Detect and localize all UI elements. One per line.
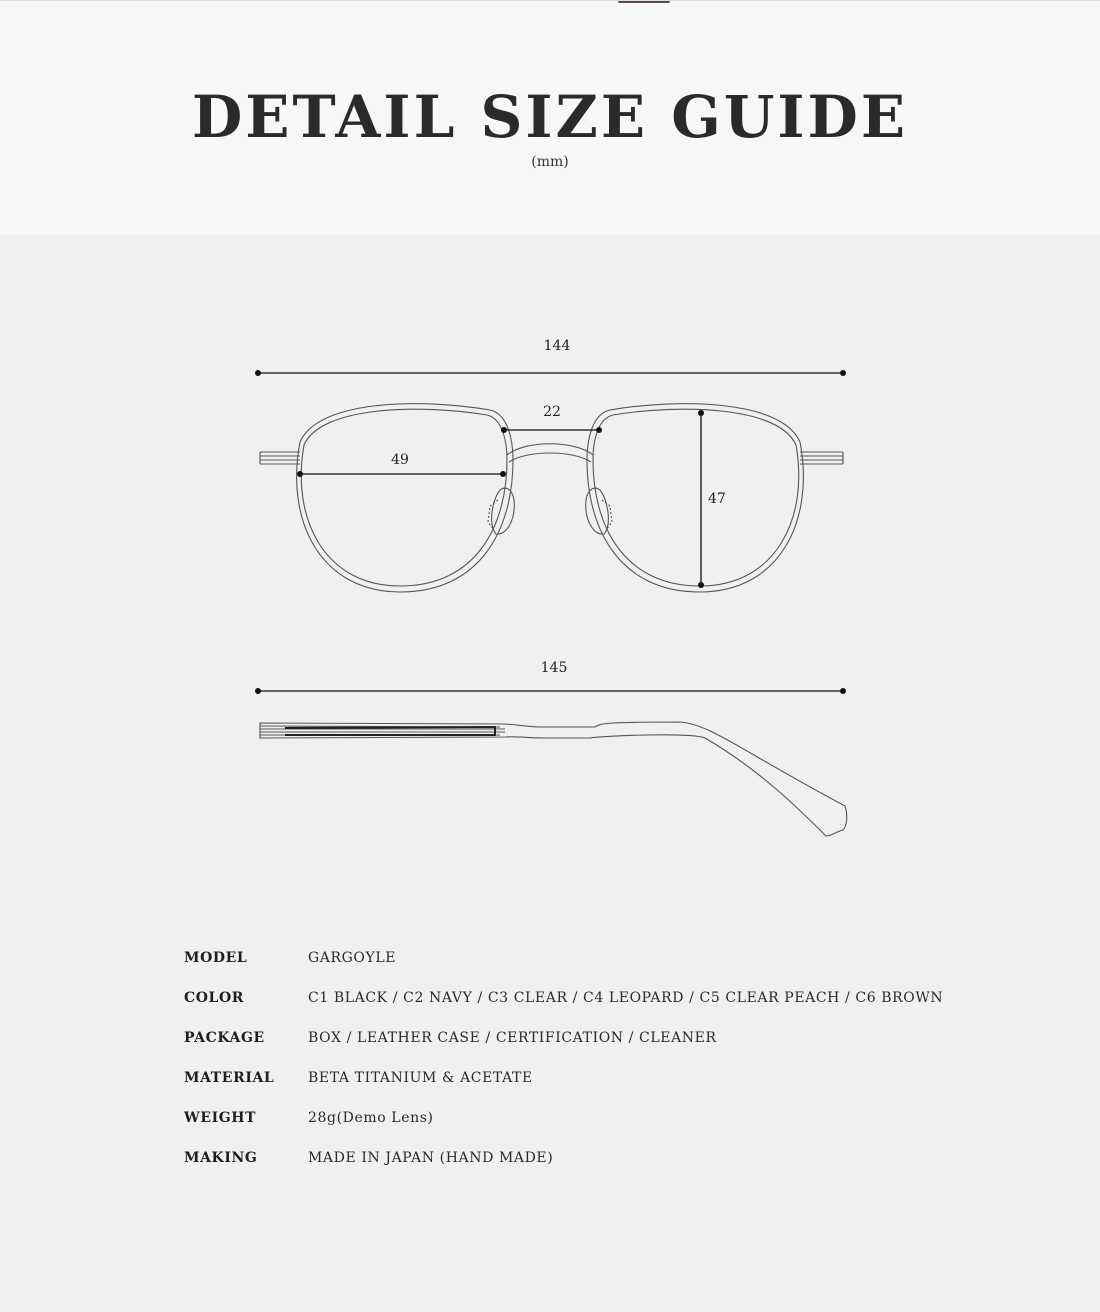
lens-height-label: 47 [708, 491, 726, 507]
glasses-diagram [0, 233, 1100, 933]
spec-row-material [184, 1070, 984, 1110]
spec-value: BETA TITANIUM & ACETATE [308, 1070, 533, 1086]
total-width-label: 144 [543, 338, 571, 354]
spec-row-color [184, 990, 984, 1030]
spec-label: COLOR [184, 990, 245, 1006]
total-width-dimension [255, 338, 846, 376]
header-section [0, 0, 1100, 234]
unit-label: (mm) [531, 154, 569, 170]
spec-value: 28g(Demo Lens) [308, 1110, 434, 1126]
page-title: DETAIL SIZE GUIDE [191, 83, 909, 151]
spec-label: MAKING [184, 1150, 258, 1166]
spec-label: MODEL [184, 950, 248, 966]
spec-row-model [184, 950, 984, 990]
spec-label: MATERIAL [184, 1070, 275, 1086]
spec-label: PACKAGE [184, 1030, 265, 1046]
frame-front-view [260, 404, 843, 592]
spec-row-package [184, 1030, 984, 1070]
spec-value: BOX / LEATHER CASE / CERTIFICATION / CLEANER [308, 1030, 717, 1046]
spec-value: C1 BLACK / C2 NAVY / C3 CLEAR / C4 LEOPARD / C5 CLEAR PEACH / C6 BROWN [308, 990, 944, 1006]
temple-side-view [260, 722, 847, 836]
top-decoration [618, 1, 670, 3]
temple-length-label: 145 [540, 660, 568, 676]
lens-height-dimension [698, 410, 726, 588]
spec-table [184, 950, 984, 1190]
lens-width-dimension [297, 452, 506, 477]
lens-width-label: 49 [391, 452, 409, 468]
spec-row-making [184, 1150, 984, 1190]
temple-length-dimension [255, 660, 846, 694]
bridge-label: 22 [543, 404, 561, 420]
spec-label: WEIGHT [184, 1110, 257, 1126]
spec-value: MADE IN JAPAN (HAND MADE) [308, 1150, 554, 1166]
spec-value: GARGOYLE [308, 950, 397, 966]
spec-row-weight [184, 1110, 984, 1150]
bridge-dimension [501, 404, 602, 433]
